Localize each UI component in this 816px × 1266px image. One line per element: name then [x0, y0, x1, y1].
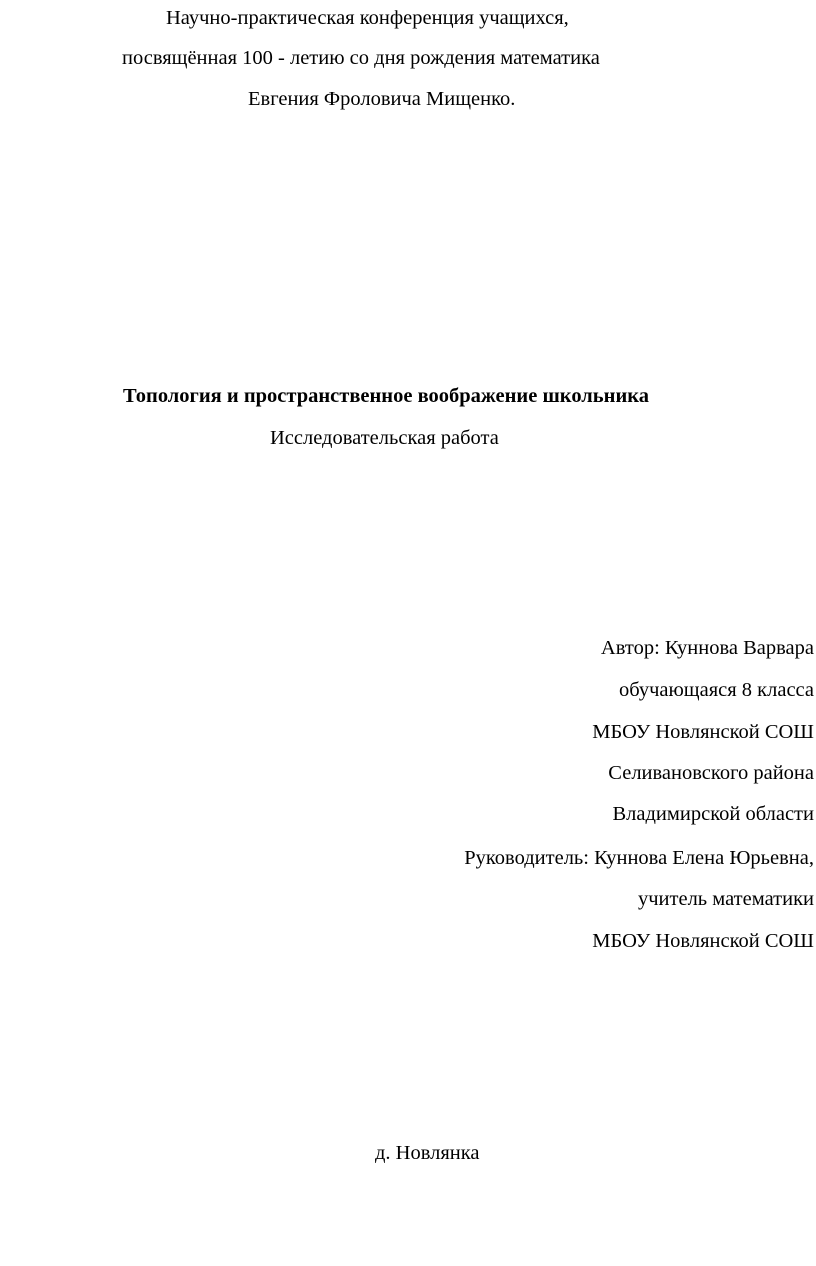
- supervisor-school: МБОУ Новлянской СОШ: [592, 930, 814, 952]
- author-grade: обучающаяся 8 класса: [618, 679, 814, 701]
- conference-line-3: Евгения Фроловича Мищенко.: [248, 88, 516, 110]
- author-region: Владимирской области: [612, 803, 814, 825]
- author-district: Селивановского района: [608, 762, 814, 784]
- work-subtitle: Исследовательская работа: [270, 427, 499, 449]
- conference-line-2: посвящённая 100 - летию со дня рождения математика: [122, 47, 600, 69]
- author-school: МБОУ Новлянской СОШ: [592, 721, 814, 743]
- conference-line-1: Научно-практическая конференция учащихся,: [166, 7, 569, 29]
- supervisor-name: Руководитель: Куннова Елена Юрьевна,: [464, 847, 814, 869]
- work-title: Топология и пространственное воображение школьника: [123, 385, 650, 407]
- footer-place: д. Новлянка: [375, 1142, 480, 1164]
- supervisor-position: учитель математики: [637, 888, 814, 910]
- author-name: Автор: Куннова Варвара: [600, 637, 814, 659]
